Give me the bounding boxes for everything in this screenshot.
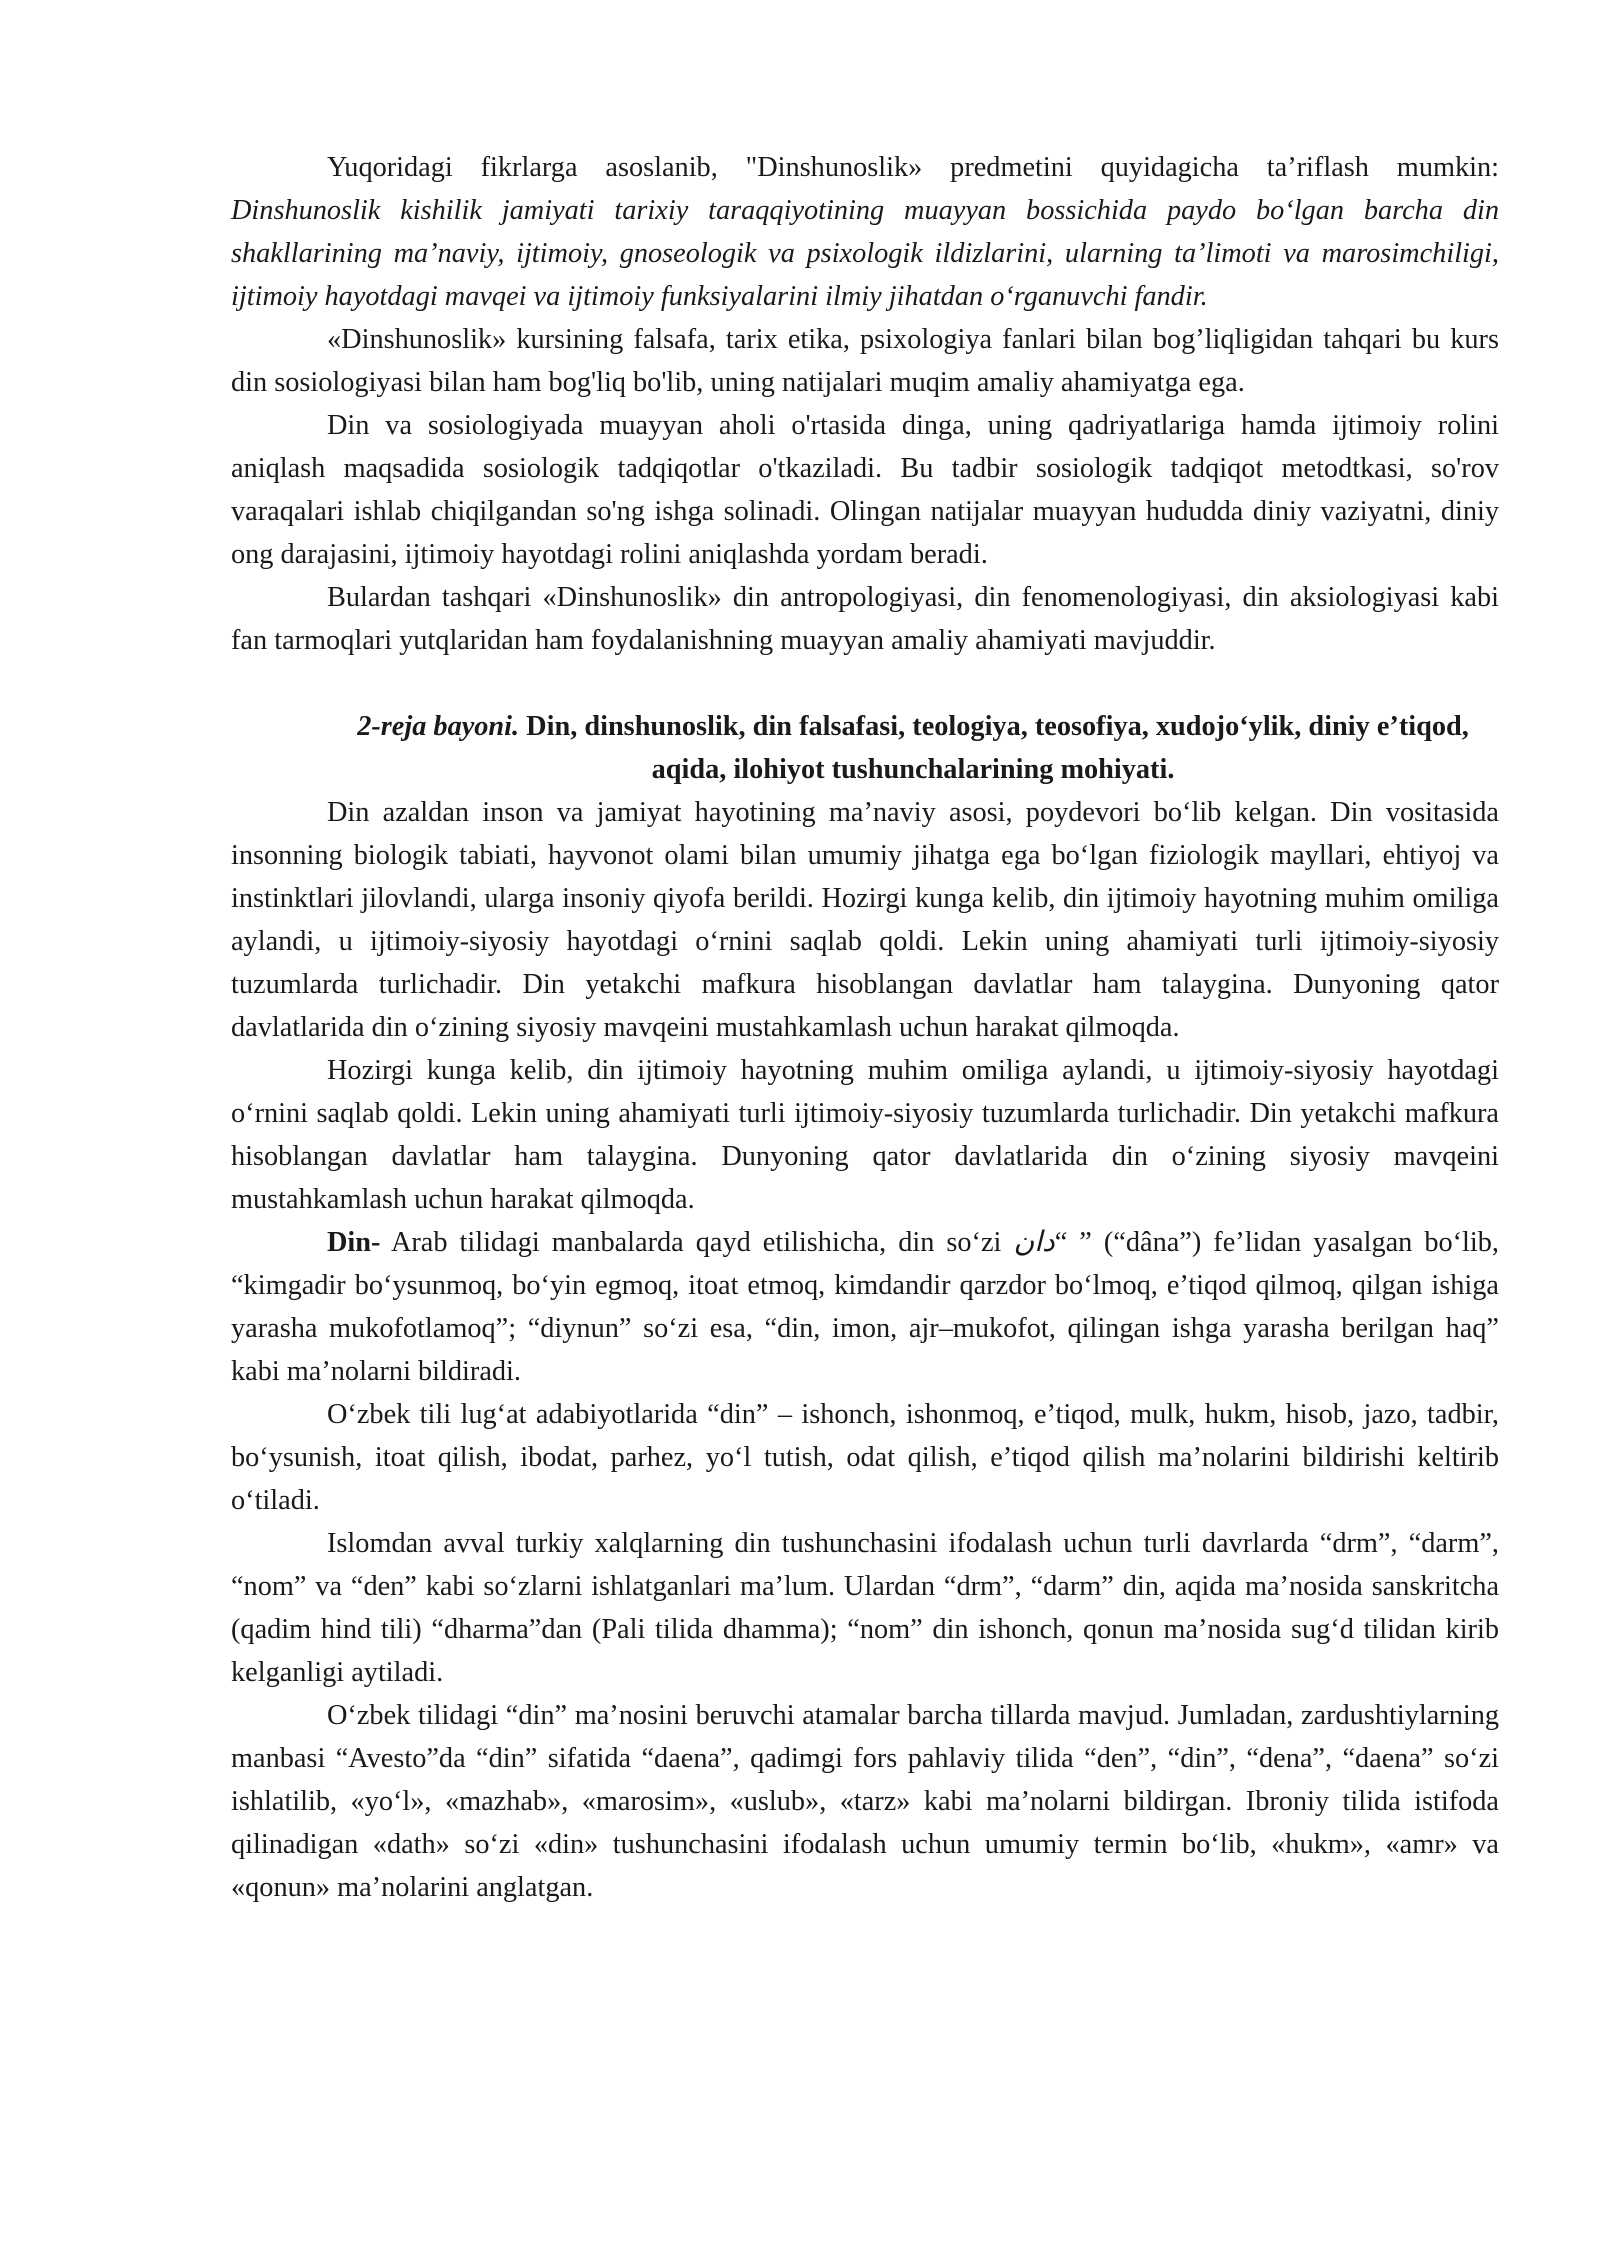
document-page [231, 146, 1499, 1909]
definition-lead: Yuqoridagi fikrlarga asoslanib, "Dinshunoslik» predmetini quyidagicha ta’riflash mumkin: [327, 152, 1499, 183]
spacer [231, 662, 1499, 705]
definition-italic: Dinshunoslik kishilik jamiyati tarixiy taraqqiyotining muayyan bossichida paydo bo‘lgan barcha din shakllarining ma’naviy, ijtimoiy, gnoseologik va psixologik ildizlarini, ularning ta’limoti va marosimchiligi, ijtimoiy hayotdagi mavqei va ijtimoiy funksiyalarini ilmiy jihatdan o‘rganuvchi fandir. [231, 195, 1499, 312]
paragraph-din-etymology [231, 1221, 1499, 1393]
paragraph-other-languages: O‘zbek tilidagi “din” ma’nosini beruvchi atamalar barcha tillarda mavjud. Jumladan, zardushtiylarning manbasi “Avesto”da “din” sifatida “daena”, qadimgi fors pahlaviy tilida “den”, “din”, “dena”, “daena” so‘zi ishlatilib, «yo‘l», «mazhab», «marosim», «uslub», «tarz» kabi ma’nolarni bildirgan. Ibroniy tilida istifoda qilinadigan «dath» so‘zi «din» tushunchasini ifodalash uchun umumiy termin bo‘lib, «hukm», «amr» va «qonun» ma’nolarini anglatgan. [231, 1700, 1499, 1903]
paragraph-sociology: Din va sosiologiyada muayyan aholi o'rtasida dinga, uning qadriyatlariga hamda ijtimoiy rolini aniqlash maqsadida sosiologik tadqiqotlar o'tkaziladi. Bu tadbir sosiologik tadqiqot metodtkasi, so'rov varaqalari ishlab chiqilgandan so'ng ishga solinadi. Olingan natijalar muayyan hududda diniy vaziyatni, diniy ong darajasini, ijtimoiy hayotdagi rolini aniqlashda yordam beradi. [231, 410, 1499, 570]
section-heading-title: Din, dinshunoslik, din falsafasi, teologiya, teosofiya, xudojo‘ylik, diniy e’tiqod, aqida, ilohiyot tushunchalarining mohiyati. [519, 711, 1469, 785]
paragraph-din-basis: Din azaldan inson va jamiyat hayotining ma’naviy asosi, poydevori bo‘lib kelgan. Din vositasida insonning biologik tabiati, hayvonot olami bilan umumiy jihatga ega bo‘lgan fiziologik mayllari, ehtiyoj va instinktlari jilovlandi, ularga insoniy qiyofa berildi. Hozirgi kunga kelib, din ijtimoiy hayotning muhim omiliga aylandi, u ijtimoiy-siyosiy hayotdagi o‘rnini saqlab qoldi. Lekin uning ahamiyati turli ijtimoiy-siyosiy tuzumlarda turlichadir. Din yetakchi mafkura hisoblangan davlatlar ham talaygina. Dunyoning qator davlatlarida din o‘zining siyosiy mavqeini mustahkamlash uchun harakat qilmoqda. [231, 797, 1499, 1043]
etymology-text-b: “ ” (“dâna”) fe’lidan yasalgan bo‘lib, “kimgadir bo‘ysunmoq, bo‘yin egmoq, itoat etmoq, kimdandir qarzdor bo‘lmoq, e’tiqod qilmoq, qilgan ishiga yarasha mukofotlamoq”; “diynun” so‘zi esa, “din, imon, ajr–mukofot, qilingan ishga yarasha berilgan haq” kabi ma’nolarni bildiradi. [231, 1227, 1500, 1387]
term-din: Din- [327, 1227, 381, 1258]
paragraph-course-relations: «Dinshunoslik» kursining falsafa, tarix etika, psixologiya fanlari bilan bog’liqligidan tahqari bu kurs din sosiologiyasi bilan ham bog'liq bo'lib, uning natijalari muqim amaliy ahamiyatga ega. [231, 324, 1499, 398]
paragraph-other-fields: Bulardan tashqari «Dinshunoslik» din antropologiyasi, din fenomenologiyasi, din aksiologiyasi kabi fan tarmoqlari yutqlaridan ham foydalanishning muayyan amaliy ahamiyati mavjuddir. [231, 582, 1499, 656]
section-heading [231, 705, 1499, 791]
section-heading-label: 2-reja bayoni. [357, 711, 520, 742]
paragraph-uzbek-dictionary: O‘zbek tili lug‘at adabiyotlarida “din” – ishonch, ishonmoq, e’tiqod, mulk, hukm, hisob, jazo, tadbir, bo‘ysunish, itoat qilish, ibodat, parhez, yo‘l tutish, odat qilish, e’tiqod qilish ma’nolarini bildirishi keltirib o‘tiladi. [231, 1399, 1499, 1516]
arabic-word: دان [1013, 1227, 1055, 1258]
etymology-text-a: Arab tilidagi manbalarda qayd etilishicha, din so‘zi [380, 1227, 1014, 1258]
paragraph-turkic-terms: Islomdan avval turkiy xalqlarning din tushunchasini ifodalash uchun turli davrlarda “drm”, “darm”, “nom” va “den” kabi so‘zlarni ishlatganlari ma’lum. Ulardan “drm”, “darm” din, aqida ma’nosida sanskritcha (qadim hind tili) “dharma”dan (Pali tilida dhamma); “nom” din ishonch, qonun ma’nosida sug‘d tilidan kirib kelganligi aytiladi. [231, 1528, 1499, 1688]
paragraph-din-today: Hozirgi kunga kelib, din ijtimoiy hayotning muhim omiliga aylandi, u ijtimoiy-siyosiy hayotdagi o‘rnini saqlab qoldi. Lekin uning ahamiyati turli ijtimoiy-siyosiy tuzumlarda turlichadir. Din yetakchi mafkura hisoblangan davlatlar ham talaygina. Dunyoning qator davlatlarida din o‘zining siyosiy mavqeini mustahkamlash uchun harakat qilmoqda. [231, 1055, 1499, 1215]
paragraph-definition [231, 146, 1499, 318]
